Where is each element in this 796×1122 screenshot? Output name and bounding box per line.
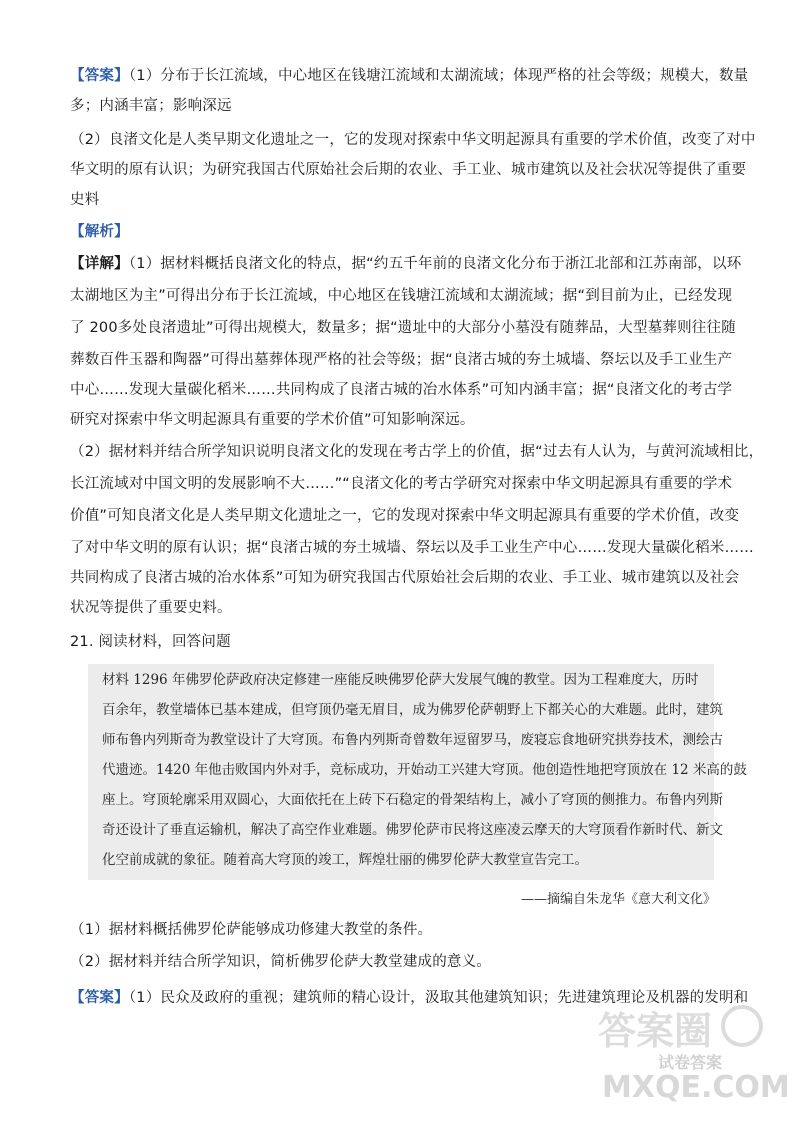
material-box <box>88 664 747 880</box>
answer-line-1: 【答案】（1）分布于长江流域，中心地区在钱塘江流域和太湖流域；体现严格的社会等级；规模大，数量 <box>70 68 749 84</box>
answer-part2-line-3: 史料 <box>70 192 100 208</box>
material-line-3: 师布鲁内列斯奇为教堂设计了大穹顶。布鲁内列斯奇曾数年逗留罗马，废寝忘食地研究拱券技术，测绘古 <box>102 732 723 748</box>
detail2-line-3: 价值”可知良渚文化是人类早期文化遗址之一，它的发现对探索中华文明起源具有重要的学术价值，改变 <box>70 508 740 524</box>
detail2-line-4: 了对中华文明的原有认识；据“良渚古城的夯土城墙、祭坛以及手工业生产中心……发现大量碳化稻米…… <box>70 540 754 556</box>
detail-line-4: 葬数百件玉器和陶器”可得出墓葬体现严格的社会等级；据“良渚古城的夯土城墙、祭坛以及手工业生产 <box>70 352 733 368</box>
sub-question-1: （1）据材料概括佛罗伦萨能够成功修建大教堂的条件。 <box>70 922 433 938</box>
detail-line-6: 研究对探索中华文明起源具有重要的学术价值”可知影响深远。 <box>70 412 475 428</box>
watermark-small-text: 试卷答案 <box>658 1053 723 1072</box>
material-line-1: 材料 1296 年佛罗伦萨政府决定修建一座能反映佛罗伦萨大发展气魄的教堂。因为工程难度大，历时 <box>102 672 699 688</box>
detail2-line-2: 长江流域对中国文明的发展影响不大……”“良渚文化的考古学研究对探索中华文明起源具有重要的学术 <box>70 476 733 492</box>
answer-part2-line-1: （2）良渚文化是人类早期文化遗址之一，它的发现对探索中华文明起源具有重要的学术价值，改变了对中 <box>70 132 756 148</box>
material-line-4: 代遗迹。1420 年他击败国内外对手，竞标成功，开始动工兴建大穹顶。他创造性地把穹顶放在 12 米高的鼓 <box>102 762 747 778</box>
watermark-domain: MXQE.COM <box>602 1070 790 1105</box>
detail2-line-6: 状况等提供了重要史料。 <box>70 600 232 616</box>
detail2-line-5: 共同构成了良渚古城的冶水体系”可知为研究我国古代原始社会后期的农业、手工业、城市建筑以及社会 <box>70 570 740 586</box>
detail-line-1: 【详解】（1）据材料概括良渚文化的特点，据“约五千年前的良渚文化分布于浙江北部和江苏南部，以环 <box>70 256 742 272</box>
answer-part2-line-2: 华文明的原有认识；为研究我国古代原始社会后期的农业、手工业、城市建筑以及社会状况等提供了重要 <box>70 162 747 178</box>
q21-answer-line: 【答案】（1）民众及政府的重视；建筑师的精心设计，汲取其他建筑知识；先进建筑理论及机器的发明和 <box>70 990 749 1006</box>
material-source: ——摘编自朱龙华《意大利文化》 <box>520 892 716 907</box>
watermark-circle-icon <box>720 1004 764 1048</box>
detail2-line-1: （2）据材料并结合所学知识说明良渚文化的发现在考古学上的价值，据“过去有人认为，与黄河流域相比， <box>70 444 764 460</box>
question-title: 21. 阅读材料，回答问题 <box>70 634 231 650</box>
q21-answer-tag: 【答案】 <box>70 990 129 1006</box>
detail-line-5: 中心……发现大量碳化稻米……共同构成了良渚古城的冶水体系”可知内涵丰富；据“良渚文化的考古学 <box>70 382 733 398</box>
answer-line-2: 多；内涵丰富；影响深远 <box>70 98 232 114</box>
detail-tag: 【详解】 <box>70 256 129 272</box>
watermark-logo <box>598 998 790 1108</box>
analysis-tag: 【解析】 <box>70 224 129 240</box>
answer-tag: 【答案】 <box>70 68 129 84</box>
material-line-5: 座上。穹顶轮廓采用双圆心，大面依托在上砖下石稳定的骨架结构上，减小了穹顶的侧推力。布鲁内列斯 <box>102 792 723 808</box>
material-line-2: 百余年，教堂墙体已基本建成，但穹顶仍毫无眉目，成为佛罗伦萨朝野上下都关心的大难题。此时，建筑 <box>102 702 723 718</box>
watermark-big-text: 答案圈 <box>598 1009 713 1053</box>
sub-question-2: （2）据材料并结合所学知识，简析佛罗伦萨大教堂建成的意义。 <box>70 954 492 970</box>
detail-line-3: 了 200多处良渚遗址”可得出规模大，数量多；据“遗址中的大部分小墓没有随葬品，大型墓葬则往往随 <box>70 320 736 336</box>
detail-line-2: 太湖地区为主”可得出分布于长江流域，中心地区在钱塘江流域和太湖流域；据“到目前为止，已经发现 <box>70 288 733 304</box>
material-line-6: 奇还设计了垂直运输机，解决了高空作业难题。佛罗伦萨市民将这座凌云摩天的大穹顶看作新时代、新文 <box>102 822 723 838</box>
material-line-7: 化空前成就的象征。随着高大穹顶的竣工，辉煌壮丽的佛罗伦萨大教堂宣告完工。 <box>102 852 588 868</box>
